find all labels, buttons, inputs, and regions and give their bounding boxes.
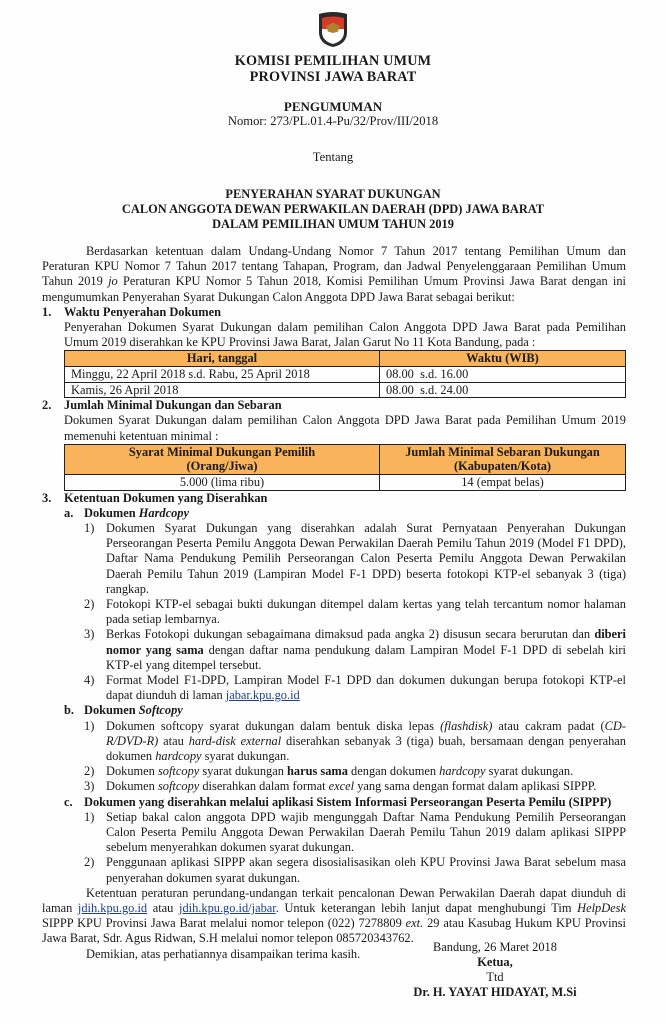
about-label: Tentang (312, 150, 354, 164)
organization-province: PROVINSI JAWA BARAT (249, 69, 417, 85)
list-item: 1) Dokumen softcopy syarat dukungan dalam bentuk diska lepas (flashdisk) atau cakram padat (CD-R/DVD-R) atau hard-disk external diserahkan sebanyak 3 (tiga) buah, bersamaan dengan penyerahan dokumen hardcopy syarat dukungan. (84, 718, 626, 764)
document-body (42, 244, 626, 962)
closing-paragraph: Ketentuan peraturan perundang-undangan terkait pencalonan Dewan Perwakilan Daerah dapat diunduh di laman jdih.kpu.go.id atau jdih.kpu.go.id/jabar. Untuk keterangan lebih lanjut dapat menghubungi Tim HelpDesk SIPPP KPU Provinsi Jawa Barat melalui nomor telepon (022) 7278809 ext. 29 atau Kasubag Hukum KPU Provinsi Jawa Barat, Sdr. Agus Ridwan, S.H melalui nomor telepon 085720343762. (42, 885, 626, 946)
subsection-softcopy: b. Dokumen Softcopy (64, 703, 626, 718)
table-row: Kamis, 26 April 2018 08.00 s.d. 24.00 (65, 382, 626, 398)
subsection-title: Dokumen yang diserahkan melalui aplikasi Sistem Informasi Perseorangan Peserta Pemilu (SIPPP) (84, 794, 612, 809)
kpu-emblem-icon (316, 10, 350, 48)
jdih-link[interactable]: jdih.kpu.go.id (77, 901, 148, 916)
list-item: 3) Dokumen softcopy diserahkan dalam format excel yang sama dengan format dalam aplikasi SIPPP. (84, 779, 597, 794)
section-text: Penyerahan Dokumen Syarat Dukungan dalam pemilihan Calon Anggota DPD Jawa Barat pada Pemilihan Umum 2019 diserahkan ke KPU Provinsi Jawa Barat, Jalan Garut No 11 Kota Bandung, pada : (64, 320, 626, 350)
minimum-support-table (64, 444, 626, 491)
list-item: 2) Fotokopi KTP-el sebagai bukti dukungan ditempel dalam kertas yang telah tercantum nomor halaman pada setiap lembarnya. (84, 597, 626, 627)
table-header: Syarat Minimal Dukungan Pemilih (Orang/Jiwa) (65, 444, 380, 474)
section-title: Waktu Penyerahan Dokumen (64, 304, 221, 319)
section-minimum-support: 2. Jumlah Minimal Dukungan dan Sebaran Dokumen Syarat Dukungan dalam pemilihan Calon Anggota DPD Jawa Barat pada Pemilihan Umum 2019 memenuhi ketentuan minimal : (42, 398, 626, 443)
closing-thanks: Demikian, atas perhatiannya disampaikan terima kasih. (86, 946, 361, 961)
signatory-name: Dr. H. YAYAT HIDAYAT, M.Si (413, 985, 577, 999)
list-item: 3) Berkas Fotokopi dukungan sebagaimana dimaksud pada angka 2) disusun secara berurutan dan diberi nomor yang sama dengan daftar nama pendukung dalam Lampiran Model F-1 DPD di sebelah kiri KTP-el yang ditempel tersebut. (84, 627, 626, 672)
list-item: 4) Format Model F1-DPD, Lampiran Model F-1 DPD dan dokumen dukungan berupa fotokopi KTP-el dapat diunduh di laman jabar.kpu.go.id (84, 673, 626, 703)
subsection-hardcopy: a. Dokumen Hardcopy (64, 506, 626, 521)
section-document-requirements: 3. Ketentuan Dokumen yang Diserahkan (42, 491, 626, 506)
section-title: Jumlah Minimal Dukungan dan Sebaran (64, 398, 282, 413)
section-text: Dokumen Syarat Dukungan dalam pemilihan Calon Anggota DPD Jawa Barat pada Pemilihan Umum 2019 memenuhi ketentuan minimal : (64, 413, 626, 443)
list-item: 2) Penggunaan aplikasi SIPPP akan segera disosialisasikan oleh KPU Provinsi Jawa Barat sebelum masa penyerahan dokumen syarat dukungan. (84, 855, 626, 885)
table-row: 5.000 (lima ribu) 14 (empat belas) (65, 475, 626, 491)
jdih-jabar-link[interactable]: jdih.kpu.go.id/jabar (179, 901, 276, 916)
table-header: Hari, tanggal (65, 351, 380, 367)
document-title-line2: CALON ANGGOTA DEWAN PERWAKILAN DAERAH (DPD) JAWA BARAT (121, 202, 545, 216)
table-header: Waktu (WIB) (380, 351, 626, 367)
document-title-line3: DALAM PEMILIHAN UMUM TAHUN 2019 (212, 217, 454, 231)
document-number: Nomor: 273/PL.01.4-Pu/32/Prov/III/2018 (227, 114, 439, 128)
signature-place-date: Bandung, 26 Maret 2018 (433, 940, 557, 954)
signature-mark: Ttd (486, 970, 504, 984)
signature-position: Ketua, (477, 955, 513, 969)
section-submission-time: 1. Waktu Penyerahan Dokumen Penyerahan Dokumen Syarat Dukungan dalam pemilihan Calon Anggota DPD Jawa Barat pada Pemilihan Umum 2019 diserahkan ke KPU Provinsi Jawa Barat, Jalan Garut No 11 Kota Bandung, pada : (42, 304, 626, 350)
document-type: PENGUMUMAN (283, 99, 383, 114)
table-row: Minggu, 22 April 2018 s.d. Rabu, 25 April 2018 08.00 s.d. 16.00 (65, 367, 626, 383)
list-item: 1) Setiap bakal calon anggota DPD wajib mengunggah Daftar Nama Pendukung Pemilih Perseorangan Calon Peserta Pemilu Anggota Dewan Perwakilan Daerah Pemilu Tahun 2019 dalam aplikasi SIPPP sebelum menyerahkan dokumen syarat dukungan. (84, 809, 626, 855)
table-header: Jumlah Minimal Sebaran Dukungan (Kabupaten/Kota) (380, 444, 626, 474)
schedule-table (64, 350, 626, 398)
list-item: 2) Dokumen softcopy syarat dukungan harus sama dengan dokumen hardcopy syarat dukungan. (84, 764, 574, 779)
organization-name: KOMISI PEMILIHAN UMUM (234, 53, 432, 69)
kpu-jabar-link[interactable]: jabar.kpu.go.id (225, 688, 300, 703)
document-title-line1: PENYERAHAN SYARAT DUKUNGAN (225, 187, 441, 201)
intro-paragraph: Berdasarkan ketentuan dalam Undang-Undang Nomor 7 Tahun 2017 tentang Pemilihan Umum dan Peraturan KPU Nomor 7 Tahun 2017 tentang Tahapan, Program, dan Jadwal Penyelenggaraan Pemilihan Umum Tahun 2019 jo Peraturan KPU Nomor 5 Tahun 2018, Komisi Pemilihan Umum Provinsi Jawa Barat dengan ini mengumumkan Penyerahan Syarat Dukungan Calon Anggota DPD Jawa Barat sebagai berikut: (42, 244, 626, 304)
subsection-title: Dokumen Hardcopy (84, 505, 189, 520)
subsection-title: Dokumen Softcopy (84, 703, 183, 718)
section-title: Ketentuan Dokumen yang Diserahkan (64, 490, 268, 505)
list-item: 1) Dokumen Syarat Dukungan yang diserahkan adalah Surat Pernyataan Penyerahan Dukungan Perseorangan Peserta Pemilu Anggota Dewan Perwakilan Daerah Pemilu Tahun 2019 (Model F1 DPD), Daftar Nama Pendukung Pemilih Perseorangan Calon Peserta Pemilu Anggota Dewan Perwakilan Daerah Pemilu Tahun 2019 (Lampiran Model F-1 DPD) beserta fotokopi KTP-el sebanyak 3 (tiga) rangkap. (84, 521, 626, 596)
subsection-sippp: c. Dokumen yang diserahkan melalui aplikasi Sistem Informasi Perseorangan Peserta Pemilu (SIPPP) (64, 795, 626, 810)
